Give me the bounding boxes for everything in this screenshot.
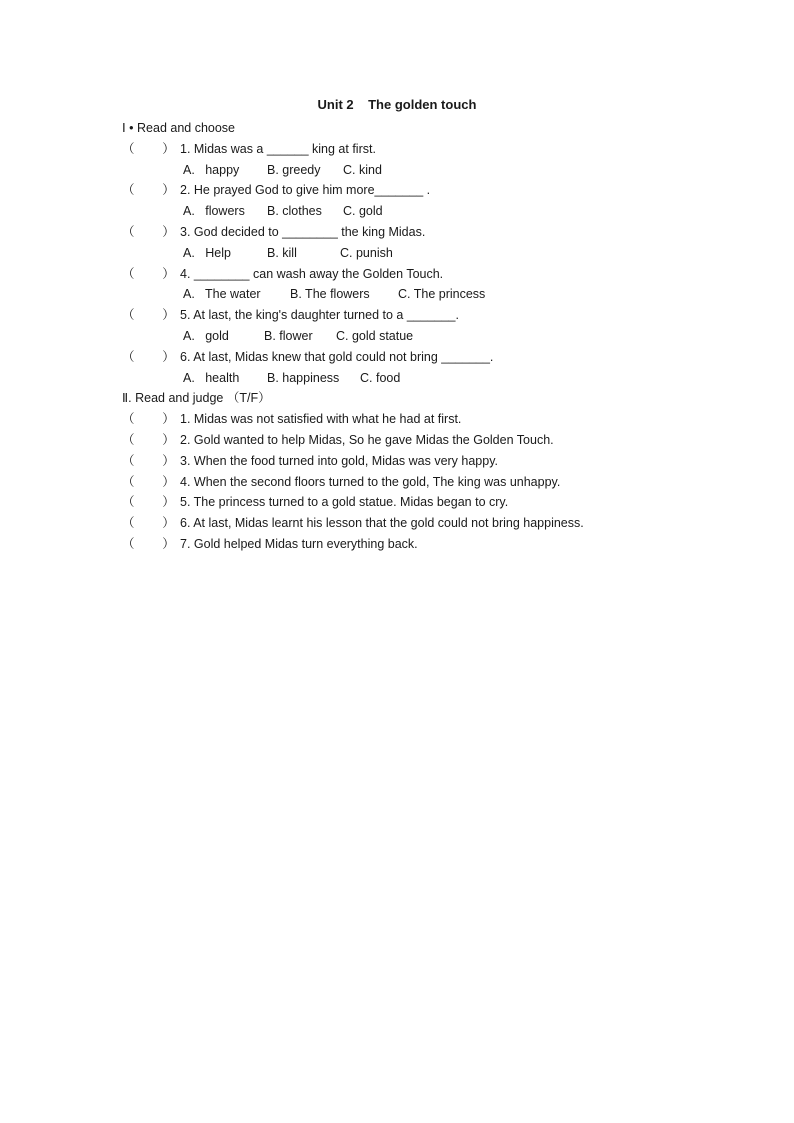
choice-options <box>122 368 682 389</box>
option-b: B. clothes <box>267 204 322 219</box>
choice-options <box>122 326 682 347</box>
answer-blank[interactable]: （ ） <box>122 495 175 510</box>
option-b: B. greedy <box>267 162 321 177</box>
option-a: A. The water <box>183 287 261 302</box>
choice-question <box>122 264 682 285</box>
option-c: C. kind <box>343 162 382 177</box>
option-c: C. The princess <box>398 287 486 302</box>
option-a: A. gold <box>183 328 229 343</box>
option-a: A. happy <box>183 162 240 177</box>
answer-blank[interactable]: （ ） <box>122 412 175 427</box>
statement-text: 7. Gold helped Midas turn everything back. <box>180 536 418 551</box>
question-text: 3. God decided to ________ the king Midas. <box>180 224 426 239</box>
statement-text: 5. The princess turned to a gold statue. Midas began to cry. <box>180 495 509 510</box>
question-text: 6. At last, Midas knew that gold could not bring _______. <box>180 349 494 364</box>
option-c: C. gold <box>343 204 383 219</box>
answer-blank[interactable]: （ ） <box>122 266 175 281</box>
answer-blank[interactable]: （ ） <box>122 432 175 447</box>
question-text: 4. ________ can wash away the Golden Touch. <box>180 266 444 281</box>
choice-question <box>122 305 682 326</box>
statement-text: 3. When the food turned into gold, Midas was very happy. <box>180 453 499 468</box>
question-text: 1. Midas was a ______ king at first. <box>180 141 376 156</box>
answer-blank[interactable]: （ ） <box>122 141 175 156</box>
choice-question <box>122 347 682 368</box>
judge-item <box>122 472 682 493</box>
answer-blank[interactable]: （ ） <box>122 349 175 364</box>
choice-options <box>122 284 682 305</box>
option-b: B. flower <box>264 328 313 343</box>
judge-item <box>122 409 682 430</box>
choice-options <box>122 243 682 264</box>
option-c: C. food <box>360 370 401 385</box>
answer-blank[interactable]: （ ） <box>122 224 175 239</box>
option-b: B. happiness <box>267 370 340 385</box>
judge-item <box>122 513 682 534</box>
option-a: A. Help <box>183 245 231 260</box>
question-text: 2. He prayed God to give him more_______ . <box>180 183 431 198</box>
statement-text: 1. Midas was not satisfied with what he had at first. <box>180 412 462 427</box>
answer-blank[interactable]: （ ） <box>122 183 175 198</box>
option-c: C. gold statue <box>336 328 414 343</box>
choice-question <box>122 139 682 160</box>
choice-options <box>122 160 682 181</box>
choice-question <box>122 222 682 243</box>
answer-blank[interactable]: （ ） <box>122 453 175 468</box>
statement-text: 2. Gold wanted to help Midas, So he gave Midas the Golden Touch. <box>180 432 554 447</box>
worksheet-content <box>122 118 682 555</box>
section-2-heading: Ⅱ. Read and judge （T/F） <box>122 391 271 406</box>
question-text: 5. At last, the king's daughter turned to a _______. <box>180 308 459 323</box>
answer-blank[interactable]: （ ） <box>122 308 175 323</box>
judge-item <box>122 451 682 472</box>
page-title: Unit 2 The golden touch <box>317 97 477 112</box>
choice-options <box>122 201 682 222</box>
option-a: A. flowers <box>183 204 245 219</box>
statement-text: 4. When the second floors turned to the gold, The king was unhappy. <box>180 474 561 489</box>
option-c: C. punish <box>340 245 393 260</box>
choice-question <box>122 180 682 201</box>
judge-item <box>122 430 682 451</box>
judge-item <box>122 492 682 513</box>
option-a: A. health <box>183 370 240 385</box>
option-b: B. kill <box>267 245 297 260</box>
section-1-heading: Ⅰ • Read and choose <box>122 121 236 135</box>
judge-item <box>122 534 682 555</box>
option-b: B. The flowers <box>290 287 370 302</box>
answer-blank[interactable]: （ ） <box>122 474 175 489</box>
statement-text: 6. At last, Midas learnt his lesson that the gold could not bring happiness. <box>180 516 584 531</box>
answer-blank[interactable]: （ ） <box>122 516 175 531</box>
answer-blank[interactable]: （ ） <box>122 536 175 551</box>
